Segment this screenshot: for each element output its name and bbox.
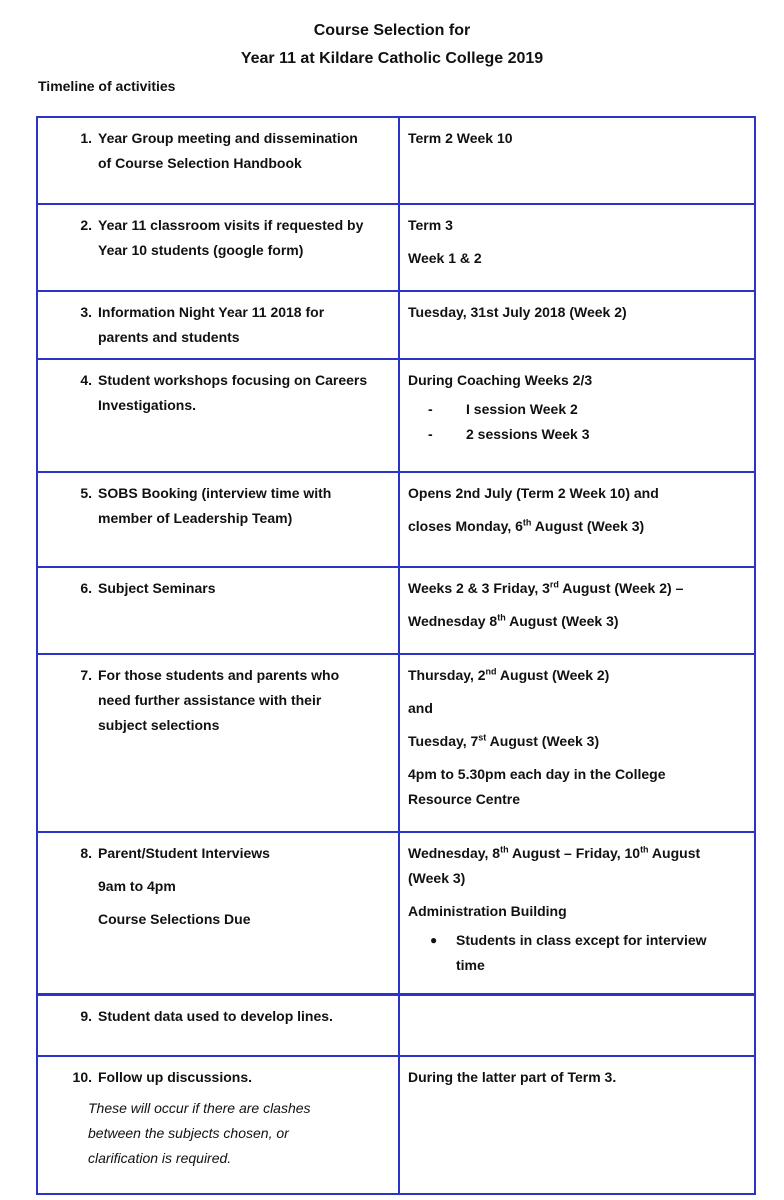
table-row [37,654,755,832]
dash-marker: - [428,401,433,417]
timing-text: Term 3 [408,217,453,233]
note-text: These will occur if there are clashes between the subjects chosen, or clarification is required. [88,1100,311,1166]
item-number: 5. [80,485,92,501]
activity-cell [37,117,399,204]
activity-text: parents and students [98,329,240,345]
timing-cell [399,654,755,832]
title-line-2: Year 11 at Kildare Catholic College 2019 [240,50,544,67]
activity-cell [37,567,399,654]
timing-text: Wednesday 8th August (Week 3) [408,612,619,629]
activity-text: Follow up discussions. [98,1069,253,1085]
timing-cell [399,567,755,654]
timing-text: Tuesday, 31st July 2018 (Week 2) [408,304,627,320]
item-number: 4. [80,372,92,388]
activity-cell [37,654,399,832]
table-row [37,472,755,567]
activity-text: Student workshops focusing on Careers [98,372,368,388]
timing-text: 4pm to 5.30pm each day in the College [408,766,666,782]
table-row [37,204,755,291]
timing-cell [399,994,755,1056]
bullet-list [408,928,746,978]
title-line-1: Course Selection for [313,22,471,39]
list-item: - I session Week 2 [408,397,746,422]
item-number: 9. [80,1007,92,1024]
list-item: ● Students in class except for interview time [408,928,746,978]
subtitle: Timeline of activities [38,78,176,94]
timing-text: Resource Centre [408,791,521,807]
activity-text: Information Night Year 11 2018 for [98,304,325,320]
activity-text: For those students and parents who [98,667,340,683]
timing-text: (Week 3) [408,870,466,886]
activity-text: member of Leadership Team) [98,510,293,526]
timing-cell [399,832,755,994]
timeline-table [36,116,756,1195]
activity-text: Parent/Student Interviews [98,845,270,861]
activity-text: of Course Selection Handbook [98,155,302,171]
item-number: 8. [80,845,92,861]
timing-cell [399,472,755,567]
activity-cell [37,994,399,1056]
activity-text: SOBS Booking (interview time with [98,485,332,501]
timing-cell [399,291,755,359]
table-row [37,117,755,204]
activity-cell [37,359,399,472]
timing-cell [399,204,755,291]
item-number: 3. [80,304,92,320]
activity-cell [37,204,399,291]
activity-text: Subject Seminars [98,580,216,596]
table-row [37,567,755,654]
timing-text: Term 2 Week 10 [408,130,513,146]
activity-text: subject selections [98,717,220,733]
item-number: 1. [80,130,92,146]
bullet-marker: ● [430,933,438,947]
timing-text: Weeks 2 & 3 Friday, 3rd August (Week 2) – [408,579,684,596]
item-number: 7. [80,667,92,683]
table-row [37,832,755,994]
item-number: 10. [72,1069,92,1085]
timing-text: Wednesday, 8th August – Friday, 10th August [408,844,701,861]
timing-text: Administration Building [408,903,567,919]
timing-text: and [408,700,433,716]
timing-text: Week 1 & 2 [408,250,482,266]
timing-text: Opens 2nd July (Term 2 Week 10) and [408,485,659,501]
activity-cell [37,1056,399,1194]
activity-cell [37,832,399,994]
activity-text: Year Group meeting and dissemination [98,130,358,146]
activity-text: Year 11 classroom visits if requested by [98,217,364,233]
activity-text: Year 10 students (google form) [98,242,304,258]
table-row [37,359,755,472]
activity-cell [37,291,399,359]
item-number: 6. [80,580,92,596]
table-row [37,1056,755,1194]
timing-cell [399,1056,755,1194]
activity-text: 9am to 4pm [98,878,176,894]
dash-marker: - [428,426,433,442]
timing-cell [399,117,755,204]
timing-cell [399,359,755,472]
timing-text: Thursday, 2nd August (Week 2) [408,666,610,683]
activity-text: Investigations. [98,397,197,413]
activity-cell [37,472,399,567]
table-row [37,291,755,359]
timing-text: During Coaching Weeks 2/3 [408,372,593,388]
timing-text: closes Monday, 6th August (Week 3) [408,517,645,534]
session-list [408,397,746,447]
activity-text: Course Selections Due [98,911,251,927]
activity-text: Student data used to develop lines. [98,1007,333,1024]
timing-text: Tuesday, 7st August (Week 3) [408,732,600,749]
activity-text: need further assistance with their [98,692,322,708]
timing-text: During the latter part of Term 3. [408,1069,617,1085]
list-item: - 2 sessions Week 3 [408,422,746,447]
item-number: 2. [80,217,92,233]
table-row [37,994,755,1056]
